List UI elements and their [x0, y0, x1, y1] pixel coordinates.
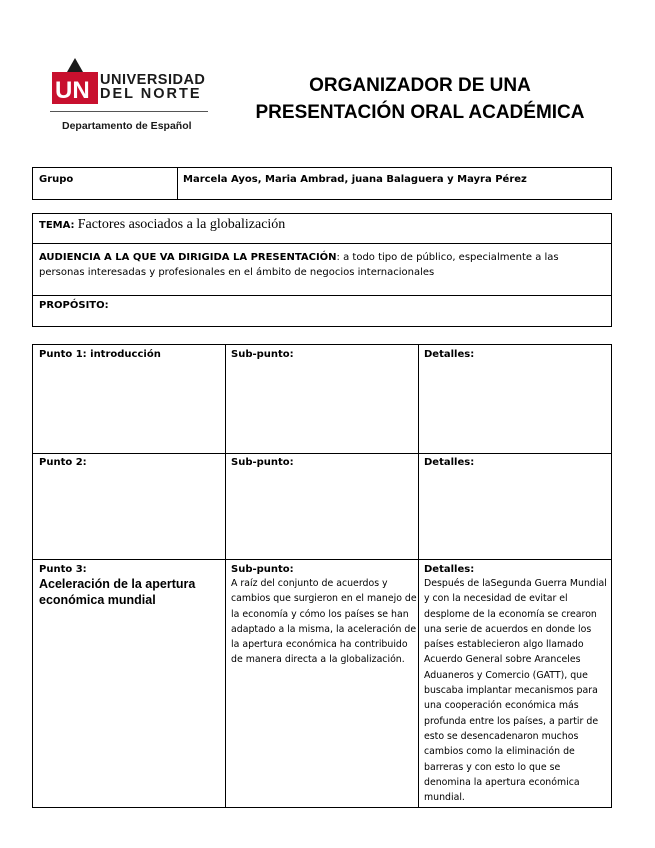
point-3-cell: [39, 563, 219, 608]
points-col-divider-1: [225, 345, 226, 807]
un-logo-mark-icon: [52, 58, 98, 108]
topic-value: Factores asociados a la globalización: [77, 217, 286, 232]
point-3-details-label: Detalles:: [424, 564, 475, 575]
group-label: Grupo: [39, 174, 74, 185]
point-1-details-cell: [424, 348, 606, 361]
points-table: [32, 344, 612, 808]
point-2-details-cell: [424, 456, 606, 469]
purpose-label: PROPÓSITO:: [39, 300, 109, 311]
presentation-info-table: [32, 213, 612, 327]
point-2-cell: [39, 456, 219, 469]
title-line-2: PRESENTACIÓN ORAL ACADÉMICA: [255, 102, 585, 123]
topic-row: [39, 218, 599, 232]
point-2-details-label: Detalles:: [424, 457, 475, 468]
point-3-subpoint-label: Sub-punto:: [231, 564, 294, 575]
logo-text-line2: DEL NORTE: [100, 86, 202, 102]
audience-label: AUDIENCIA A LA QUE VA DIRIGIDA LA PRESENTACIÓN: [39, 252, 337, 263]
title-line-1: ORGANIZADOR DE UNA: [309, 75, 531, 96]
point-3-label: Punto 3:: [39, 564, 87, 575]
point-1-cell: [39, 348, 219, 361]
point-1-details-label: Detalles:: [424, 349, 475, 360]
group-divider: [177, 168, 178, 199]
point-3-details-text: Después de laSegunda Guerra Mundial y con la necesidad de evitar el desplome de la economía se crearon una serie de acuerdos en donde los países establecieron algo llamado Acuerdo General sobre Aranceles Aduaneros y Comercio (GATT), que buscaba implantar mecanismos para una cooperación económica más profunda entre los países, a partir de esto se desencadenaron muchos cambios como la eliminación de barreras y con esto lo que se denomina la apertura económica mundial.: [424, 578, 607, 804]
points-row-divider-1: [33, 453, 611, 454]
point-3-details-cell: [424, 563, 610, 805]
point-2-label: Punto 2:: [39, 457, 87, 468]
point-1-subpoint-cell: [231, 348, 413, 361]
audience-row: [39, 250, 607, 280]
point-3-subpoint-cell: [231, 563, 417, 668]
info-divider-1: [33, 243, 611, 244]
page-title: [240, 72, 600, 126]
point-1-label: Punto 1: introducción: [39, 349, 161, 360]
points-row-divider-2: [33, 559, 611, 560]
purpose-row: [39, 299, 599, 312]
point-1-subpoint-label: Sub-punto:: [231, 349, 294, 360]
logo-divider: [50, 111, 208, 112]
svg-text:UN: UN: [55, 77, 90, 104]
point-2-subpoint-cell: [231, 456, 413, 469]
logo-text-line1: UNIVERSIDAD: [100, 72, 206, 88]
department-name: Departamento de Español: [62, 120, 192, 132]
audience-value: : a todo tipo de público, especialmente a las personas interesadas y profesionales en el ámbito de negocios internacionales: [39, 252, 559, 278]
points-col-divider-2: [418, 345, 419, 807]
point-3-description: Aceleración de la apertura económica mundial: [39, 577, 196, 607]
point-3-subpoint-text: A raíz del conjunto de acuerdos y cambios que surgieron en el manejo de la economía y cómo los países se han adaptado a la misma, la aceleración de la apertura económica ha contribuido de manera directa a la globalización.: [231, 578, 417, 666]
topic-label: TEMA:: [39, 220, 75, 231]
info-divider-2: [33, 295, 611, 296]
point-2-subpoint-label: Sub-punto:: [231, 457, 294, 468]
group-table: [32, 167, 612, 200]
university-logo: [50, 58, 215, 136]
group-members: Marcela Ayos, Maria Ambrad, juana Balaguera y Mayra Pérez: [183, 174, 527, 185]
